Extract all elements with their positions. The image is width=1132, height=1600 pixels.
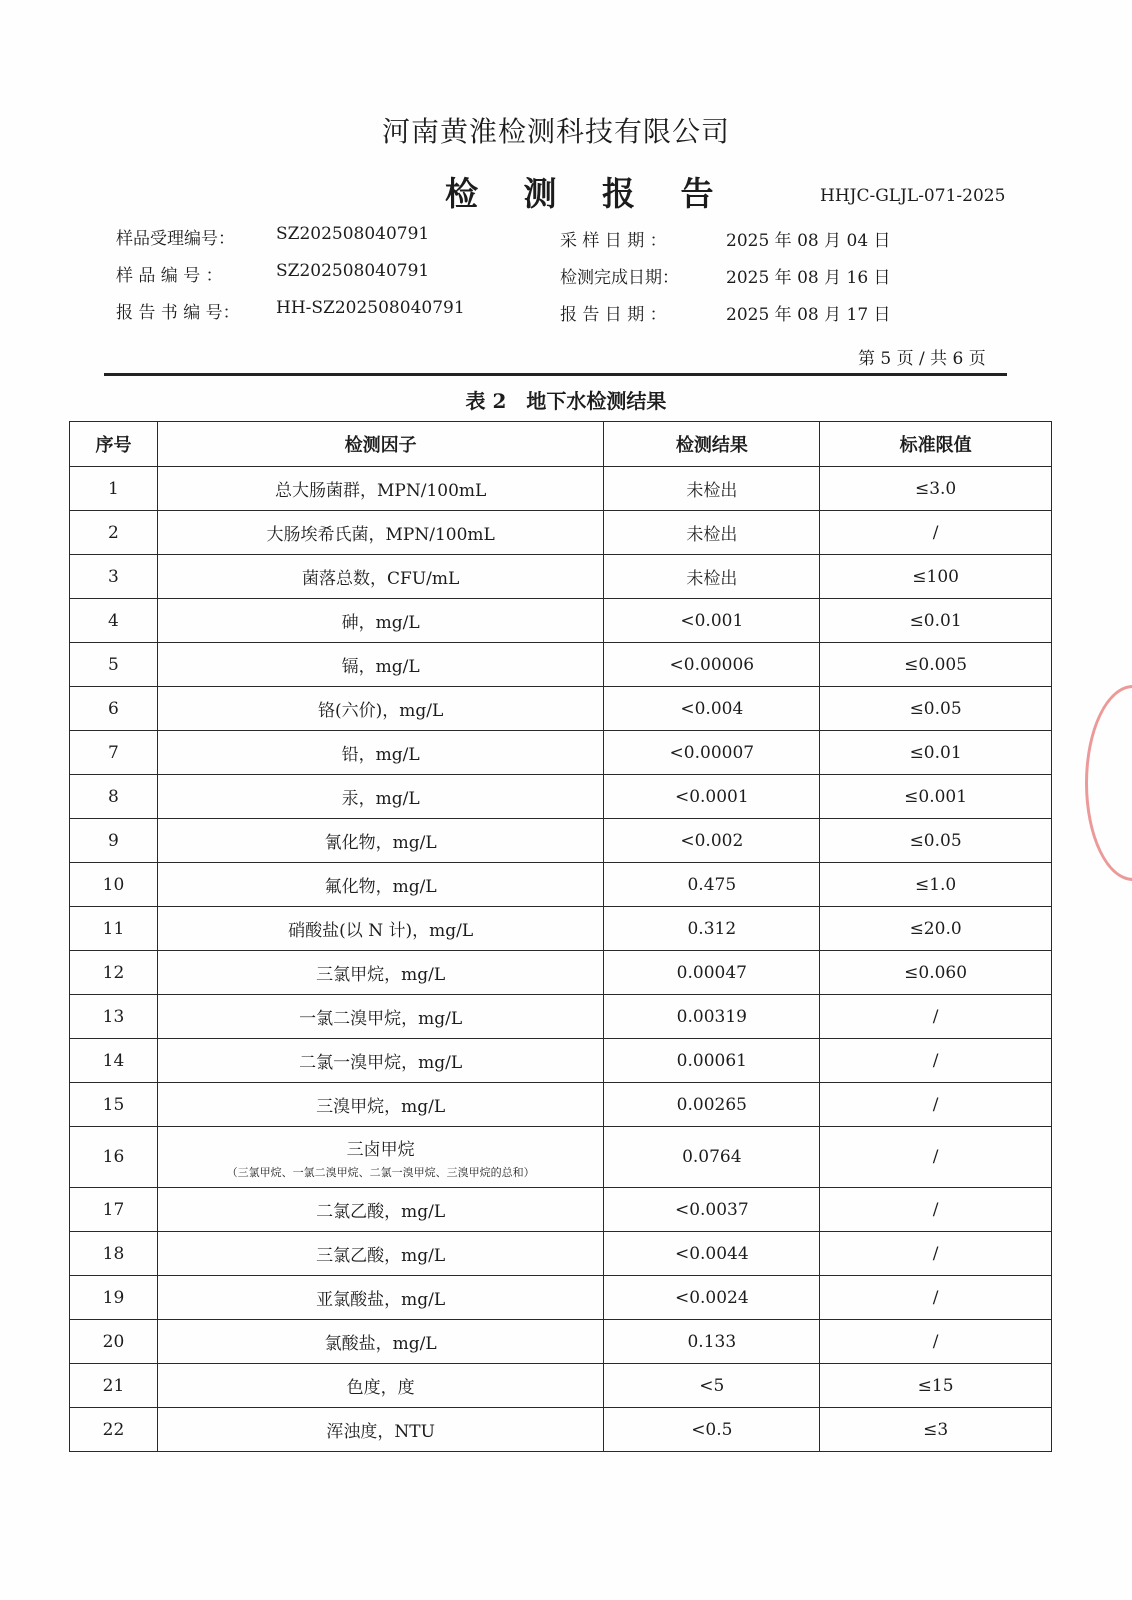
cell-no: 9 [70, 819, 158, 863]
table-row [70, 555, 1052, 599]
results-table [69, 421, 1052, 1452]
complete-date: 2025 年 08 月 16 日 [726, 268, 891, 288]
cell-no: 8 [70, 775, 158, 819]
cell-no: 21 [70, 1364, 158, 1408]
cell-factor: 铅，mg/L [157, 731, 604, 775]
cell-result: 0.00047 [604, 951, 820, 995]
cell-factor: 三氯甲烷，mg/L [157, 951, 604, 995]
factor-note: （三氯甲烷、一氯二溴甲烷、二氯一溴甲烷、三溴甲烷的总和） [226, 1165, 535, 1179]
cell-no: 5 [70, 643, 158, 687]
table-caption: 表 2 地下水检测结果 [465, 389, 667, 413]
cell-no: 3 [70, 555, 158, 599]
cell-result: 0.133 [604, 1320, 820, 1364]
cell-factor: 铬(六价)，mg/L [157, 687, 604, 731]
cell-result: 0.312 [604, 907, 820, 951]
cell-no: 22 [70, 1408, 158, 1452]
cell-result: 0.0764 [604, 1127, 820, 1188]
header-result: 检测结果 [604, 422, 820, 467]
cell-factor: 镉，mg/L [157, 643, 604, 687]
cell-no: 17 [70, 1188, 158, 1232]
header-divider [104, 373, 1007, 376]
cell-limit: ≤0.05 [820, 687, 1052, 731]
cell-result: 未检出 [604, 555, 820, 599]
cell-factor: 总大肠菌群，MPN/100mL [157, 467, 604, 511]
cell-limit: / [820, 995, 1052, 1039]
table-row [70, 995, 1052, 1039]
report-no: HH-SZ202508040791 [276, 298, 465, 318]
table-row [70, 511, 1052, 555]
table-row [70, 775, 1052, 819]
table-row [70, 467, 1052, 511]
cell-factor: 氯酸盐，mg/L [157, 1320, 604, 1364]
cell-factor: 色度，度 [157, 1364, 604, 1408]
cell-result: 0.475 [604, 863, 820, 907]
cell-result: <0.00006 [604, 643, 820, 687]
cell-factor: 浑浊度，NTU [157, 1408, 604, 1452]
factor-name: 三卤甲烷 [346, 1139, 415, 1160]
cell-limit: ≤15 [820, 1364, 1052, 1408]
accept-no-label: 样品受理编号： [116, 229, 235, 249]
cell-limit: / [820, 1039, 1052, 1083]
table-row [70, 1320, 1052, 1364]
cell-factor: 汞，mg/L [157, 775, 604, 819]
cell-no: 18 [70, 1232, 158, 1276]
cell-limit: / [820, 511, 1052, 555]
cell-limit: / [820, 1083, 1052, 1127]
report-no-label: 报 告 书 编 号： [116, 303, 240, 323]
cell-result: <0.0024 [604, 1276, 820, 1320]
cell-no: 4 [70, 599, 158, 643]
cell-result: <0.004 [604, 687, 820, 731]
sample-no: SZ202508040791 [276, 261, 430, 281]
cell-factor: 大肠埃希氏菌，MPN/100mL [157, 511, 604, 555]
cell-no: 11 [70, 907, 158, 951]
accept-no: SZ202508040791 [276, 224, 430, 244]
cell-limit: ≤0.05 [820, 819, 1052, 863]
table-row [70, 1364, 1052, 1408]
header-factor: 检测因子 [157, 422, 604, 467]
sample-no-label: 样 品 编 号 ： [116, 266, 223, 286]
company-name: 河南黄淮检测科技有限公司 [381, 115, 730, 148]
cell-result: <0.5 [604, 1408, 820, 1452]
cell-limit: ≤0.060 [820, 951, 1052, 995]
company-seal [1085, 685, 1132, 881]
cell-no: 1 [70, 467, 158, 511]
cell-result: 未检出 [604, 467, 820, 511]
cell-limit: ≤3 [820, 1408, 1052, 1452]
cell-result: 0.00061 [604, 1039, 820, 1083]
page-number: 第 5 页 / 共 6 页 [858, 349, 986, 369]
table-row [70, 907, 1052, 951]
cell-factor: 三氯乙酸，mg/L [157, 1232, 604, 1276]
cell-no: 20 [70, 1320, 158, 1364]
cell-result: <0.0037 [604, 1188, 820, 1232]
cell-limit: ≤3.0 [820, 467, 1052, 511]
cell-limit: ≤0.001 [820, 775, 1052, 819]
cell-no: 7 [70, 731, 158, 775]
sampling-date: 2025 年 08 月 04 日 [726, 231, 891, 251]
header-no: 序号 [70, 422, 158, 467]
table-row [70, 1188, 1052, 1232]
cell-limit: / [820, 1127, 1052, 1188]
cell-limit: ≤0.01 [820, 599, 1052, 643]
cell-limit: ≤100 [820, 555, 1052, 599]
cell-no: 16 [70, 1127, 158, 1188]
table-row [70, 863, 1052, 907]
table-row [70, 1127, 1052, 1188]
cell-factor: 二氯乙酸，mg/L [157, 1188, 604, 1232]
cell-factor: 菌落总数，CFU/mL [157, 555, 604, 599]
cell-result: <0.0001 [604, 775, 820, 819]
header-limit: 标准限值 [820, 422, 1052, 467]
cell-limit: ≤0.005 [820, 643, 1052, 687]
cell-result: <0.001 [604, 599, 820, 643]
cell-limit: ≤20.0 [820, 907, 1052, 951]
cell-limit: ≤0.01 [820, 731, 1052, 775]
table-row [70, 1083, 1052, 1127]
cell-no: 12 [70, 951, 158, 995]
cell-result: 0.00265 [604, 1083, 820, 1127]
cell-factor: 一氯二溴甲烷，mg/L [157, 995, 604, 1039]
table-row [70, 687, 1052, 731]
cell-limit: / [820, 1232, 1052, 1276]
cell-factor: 砷，mg/L [157, 599, 604, 643]
cell-no: 14 [70, 1039, 158, 1083]
table-row [70, 643, 1052, 687]
table-row [70, 1232, 1052, 1276]
table-row [70, 819, 1052, 863]
cell-no: 13 [70, 995, 158, 1039]
cell-limit: ≤1.0 [820, 863, 1052, 907]
cell-factor: 亚氯酸盐，mg/L [157, 1276, 604, 1320]
table-row [70, 1408, 1052, 1452]
cell-factor: 氟化物，mg/L [157, 863, 604, 907]
table-row [70, 1039, 1052, 1083]
cell-result: <0.00007 [604, 731, 820, 775]
table-row [70, 951, 1052, 995]
cell-result: <0.0044 [604, 1232, 820, 1276]
report-code: HHJC-GLJL-071-2025 [820, 186, 1006, 206]
cell-no: 19 [70, 1276, 158, 1320]
table-row [70, 731, 1052, 775]
complete-date-label: 检测完成日期： [560, 268, 679, 288]
cell-result: <0.002 [604, 819, 820, 863]
cell-no: 6 [70, 687, 158, 731]
cell-limit: / [820, 1276, 1052, 1320]
sampling-date-label: 采 样 日 期 ： [560, 231, 667, 251]
cell-factor: 硝酸盐(以 N 计)，mg/L [157, 907, 604, 951]
table-header-row [70, 422, 1052, 467]
cell-result: <5 [604, 1364, 820, 1408]
cell-result: 未检出 [604, 511, 820, 555]
cell-result: 0.00319 [604, 995, 820, 1039]
report-title: 检 测 报 告 [445, 174, 731, 213]
cell-factor: 三溴甲烷，mg/L [157, 1083, 604, 1127]
cell-no: 10 [70, 863, 158, 907]
table-row [70, 599, 1052, 643]
table-row [70, 1276, 1052, 1320]
cell-factor: 氰化物，mg/L [157, 819, 604, 863]
cell-no: 2 [70, 511, 158, 555]
report-date: 2025 年 08 月 17 日 [726, 305, 891, 325]
cell-factor: 二氯一溴甲烷，mg/L [157, 1039, 604, 1083]
cell-limit: / [820, 1320, 1052, 1364]
report-date-label: 报 告 日 期 ： [560, 305, 667, 325]
cell-limit: / [820, 1188, 1052, 1232]
cell-factor [157, 1127, 604, 1188]
cell-no: 15 [70, 1083, 158, 1127]
